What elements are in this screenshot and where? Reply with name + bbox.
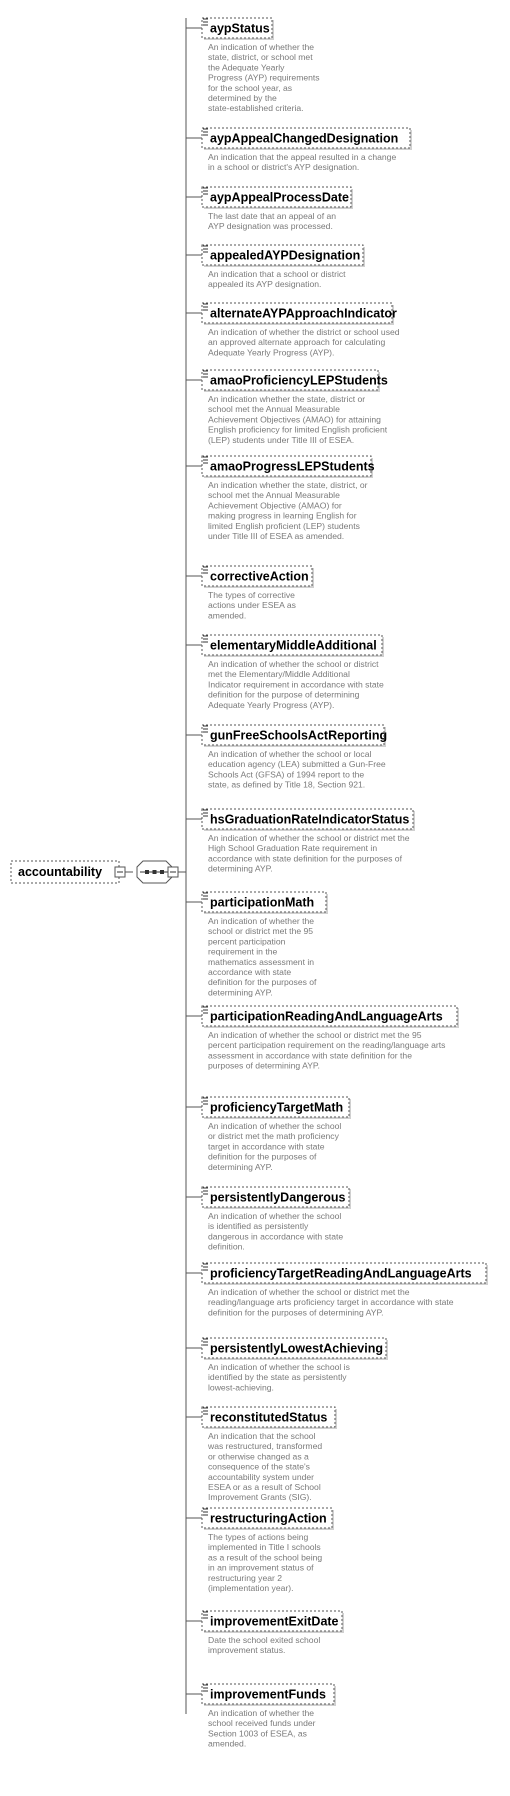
description-line: consequence of the state's bbox=[208, 1461, 310, 1472]
child-element bbox=[186, 1508, 334, 1593]
description-line: definition for the purposes of bbox=[208, 977, 317, 988]
description-line: An indication of whether the school or local bbox=[208, 749, 372, 759]
sequence-compositor-icon[interactable] bbox=[137, 861, 172, 883]
description-line: amended. bbox=[208, 1738, 247, 1749]
description-line: or otherwise changed as a bbox=[208, 1451, 309, 1462]
element-name: amaoProficiencyLEPStudents bbox=[210, 373, 388, 388]
description-line: lowest-achieving. bbox=[208, 1382, 274, 1393]
element-description bbox=[208, 42, 320, 113]
element-description bbox=[208, 1121, 341, 1172]
description-line: An indication of whether the bbox=[208, 1708, 315, 1718]
element-description bbox=[208, 480, 368, 541]
description-line: was restructured, transformed bbox=[208, 1441, 323, 1452]
element-description bbox=[208, 269, 346, 289]
child-element bbox=[186, 892, 328, 997]
description-line: An indication of whether the school bbox=[208, 1121, 342, 1131]
child-element bbox=[186, 128, 412, 172]
element-description bbox=[208, 1211, 343, 1252]
description-line: purposes of determining AYP. bbox=[208, 1060, 320, 1071]
description-line: identified by the state as persistently bbox=[208, 1372, 347, 1383]
description-line: limited English proficient (LEP) students bbox=[208, 520, 360, 531]
element-name: improvementFunds bbox=[210, 1687, 326, 1702]
description-line: accountability system under bbox=[208, 1471, 315, 1482]
description-line: determining AYP. bbox=[208, 863, 273, 874]
element-name: proficiencyTargetMath bbox=[210, 1100, 344, 1115]
description-line: implemented in Title I schools bbox=[208, 1542, 321, 1553]
description-line: AYP designation was processed. bbox=[208, 221, 333, 232]
element-description bbox=[208, 1030, 445, 1071]
description-line: state, as defined by Title 18, Section 921. bbox=[208, 779, 366, 790]
child-element bbox=[186, 1611, 344, 1655]
description-line: An indication whether the state, district, or bbox=[208, 480, 368, 490]
element-name: persistentlyDangerous bbox=[210, 1190, 346, 1205]
description-line: making progress in learning English for bbox=[208, 510, 357, 521]
description-line: The last date that an appeal of an bbox=[208, 211, 337, 221]
child-element bbox=[186, 1263, 488, 1317]
description-line: school or district met the 95 bbox=[208, 926, 314, 937]
description-line: determined by the bbox=[208, 93, 277, 103]
child-elements bbox=[186, 18, 488, 1749]
child-element bbox=[186, 370, 388, 445]
element-description bbox=[208, 1362, 350, 1392]
description-line: definition for the purposes of determining AYP. bbox=[208, 1307, 384, 1318]
description-line: (LEP) students under Title III of ESEA. bbox=[208, 434, 355, 445]
child-element bbox=[186, 303, 400, 357]
description-line: mathematics assessment in bbox=[208, 956, 315, 967]
description-line: determining AYP. bbox=[208, 1161, 273, 1172]
element-description bbox=[208, 1532, 322, 1593]
element-name: reconstitutedStatus bbox=[210, 1410, 328, 1425]
description-line: determining AYP. bbox=[208, 987, 273, 998]
description-line: definition for the purpose of determining bbox=[208, 689, 360, 700]
description-line: definition. bbox=[208, 1241, 245, 1252]
description-line: ESEA or as a result of School bbox=[208, 1482, 321, 1492]
description-line: school met the Annual Measurable bbox=[208, 404, 340, 415]
description-line: Adequate Yearly Progress (AYP). bbox=[208, 347, 335, 358]
description-line: The types of corrective bbox=[208, 590, 295, 600]
element-description bbox=[207, 1431, 322, 1502]
sequence-collapse-icon[interactable] bbox=[168, 867, 178, 877]
description-line: is identified as persistently bbox=[208, 1221, 309, 1232]
element-name: appealedAYPDesignation bbox=[210, 248, 361, 263]
child-element bbox=[186, 1407, 337, 1502]
element-name: participationMath bbox=[210, 895, 315, 910]
element-name: persistentlyLowestAchieving bbox=[210, 1341, 383, 1356]
element-description bbox=[208, 1635, 320, 1655]
description-line: English proficiency for limited English proficient bbox=[208, 424, 388, 435]
child-element bbox=[186, 187, 353, 231]
description-line: Progress (AYP) requirements bbox=[208, 72, 320, 83]
description-line: Adequate Yearly Progress (AYP). bbox=[208, 699, 335, 710]
child-element bbox=[186, 18, 320, 113]
element-name: aypStatus bbox=[210, 21, 270, 36]
element-name: improvementExitDate bbox=[210, 1614, 339, 1629]
description-line: An indication of whether the school or district met the bbox=[208, 1287, 410, 1297]
description-line: An indication that the appeal resulted in a change bbox=[208, 152, 397, 162]
description-line: (implementation year). bbox=[208, 1583, 294, 1593]
description-line: An indication of whether the district or school used bbox=[208, 327, 400, 337]
root-element[interactable] bbox=[11, 861, 119, 883]
child-element bbox=[186, 635, 384, 710]
description-line: An indication of whether the bbox=[208, 42, 315, 52]
element-description bbox=[208, 749, 386, 790]
description-line: actions under ESEA as bbox=[208, 600, 296, 611]
element-name: proficiencyTargetReadingAndLanguageArts bbox=[210, 1266, 472, 1281]
child-element bbox=[186, 456, 375, 541]
description-line: assessment in accordance with state definition for the bbox=[208, 1050, 412, 1061]
element-name: alternateAYPApproachIndicator bbox=[210, 306, 397, 321]
description-line: An indication of whether the school bbox=[208, 1211, 342, 1221]
description-line: under Title III of ESEA as amended. bbox=[208, 531, 345, 541]
element-name: aypAppealProcessDate bbox=[210, 190, 349, 205]
element-name: aypAppealChangedDesignation bbox=[210, 131, 399, 146]
description-line: Date the school exited school bbox=[208, 1635, 321, 1645]
element-description bbox=[208, 590, 296, 620]
description-line: Section 1003 of ESEA, as bbox=[208, 1728, 307, 1739]
child-element bbox=[186, 725, 387, 790]
description-line: Improvement Grants (SIG). bbox=[208, 1492, 312, 1503]
element-description bbox=[208, 659, 384, 710]
description-line: accordance with state definition for the purposes of bbox=[208, 853, 402, 864]
description-line: percent participation requirement on the reading/language arts bbox=[208, 1040, 446, 1051]
description-line: High School Graduation Rate requirement in bbox=[208, 843, 378, 854]
description-line: restructuring year 2 bbox=[208, 1572, 283, 1583]
description-line: or district met the math proficiency bbox=[208, 1131, 339, 1142]
element-name: elementaryMiddleAdditional bbox=[210, 638, 377, 653]
description-line: An indication of whether the school or district bbox=[208, 659, 379, 669]
element-name: restructuringAction bbox=[210, 1511, 327, 1526]
element-description bbox=[208, 394, 388, 445]
description-line: The types of actions being bbox=[208, 1532, 309, 1542]
description-line: the Adequate Yearly bbox=[208, 62, 285, 73]
description-line: as a result of the school being bbox=[208, 1552, 323, 1563]
element-name: hsGraduationRateIndicatorStatus bbox=[210, 812, 410, 827]
child-element bbox=[186, 1684, 336, 1749]
child-element bbox=[186, 1338, 388, 1392]
description-line: amended. bbox=[208, 610, 247, 621]
element-name: amaoProgressLEPStudents bbox=[210, 459, 375, 474]
description-line: in an improvement status of bbox=[208, 1562, 314, 1573]
description-line: An indication that the school bbox=[208, 1431, 316, 1441]
element-description bbox=[208, 833, 410, 874]
description-line: school met the Annual Measurable bbox=[208, 490, 340, 501]
description-line: An indication of whether the school or district met the 95 bbox=[208, 1030, 422, 1040]
description-line: reading/language arts proficiency target in accordance with state bbox=[208, 1297, 454, 1308]
description-line: education agency (LEA) submitted a Gun-Free bbox=[208, 759, 386, 770]
description-line: Schools Act (GFSA) of 1994 report to the bbox=[208, 769, 365, 780]
child-element bbox=[186, 566, 314, 620]
description-line: an approved alternate approach for calculating bbox=[208, 337, 386, 348]
description-line: state, district, or school met bbox=[208, 52, 313, 63]
description-line: An indication of whether the bbox=[208, 916, 315, 926]
element-name: correctiveAction bbox=[210, 569, 309, 584]
element-description bbox=[208, 152, 396, 172]
description-line: appealed its AYP designation. bbox=[208, 279, 322, 290]
child-element bbox=[186, 809, 415, 874]
child-element bbox=[186, 1187, 351, 1252]
description-line: dangerous in accordance with state bbox=[208, 1231, 344, 1242]
description-line: improvement status. bbox=[208, 1645, 286, 1656]
description-line: met the Elementary/Middle Additional bbox=[208, 669, 350, 680]
description-line: requirement in the bbox=[208, 946, 278, 957]
description-line: An indication of whether the school is bbox=[208, 1362, 350, 1372]
description-line: An indication of whether the school or district met the bbox=[208, 833, 410, 843]
root-collapse-icon[interactable] bbox=[115, 867, 125, 877]
child-element bbox=[186, 1006, 459, 1071]
description-line: definition for the purposes of bbox=[208, 1151, 317, 1162]
description-line: target in accordance with state bbox=[208, 1141, 325, 1152]
element-description bbox=[208, 1708, 316, 1749]
description-line: Achievement Objective (AMAO) for bbox=[208, 500, 342, 511]
element-description bbox=[208, 916, 317, 997]
description-line: percent participation bbox=[208, 936, 286, 947]
element-name: participationReadingAndLanguageArts bbox=[210, 1009, 443, 1024]
element-description bbox=[208, 327, 400, 357]
description-line: school received funds under bbox=[208, 1718, 316, 1729]
root-label: accountability bbox=[18, 865, 103, 879]
element-description bbox=[208, 211, 336, 231]
child-element bbox=[186, 1097, 351, 1172]
child-element bbox=[186, 245, 365, 289]
description-line: Achievement Objectives (AMAO) for attaining bbox=[208, 414, 381, 425]
description-line: Indicator requirement in accordance with state bbox=[208, 679, 384, 690]
description-line: An indication whether the state, district or bbox=[208, 394, 366, 404]
element-description bbox=[208, 1287, 454, 1317]
description-line: for the school year, as bbox=[208, 82, 293, 93]
description-line: in a school or district's AYP designation. bbox=[208, 162, 360, 173]
element-name: gunFreeSchoolsActReporting bbox=[210, 728, 388, 743]
description-line: An indication that a school or district bbox=[208, 269, 346, 279]
description-line: accordance with state bbox=[208, 967, 292, 977]
description-line: state-established criteria. bbox=[208, 103, 304, 114]
